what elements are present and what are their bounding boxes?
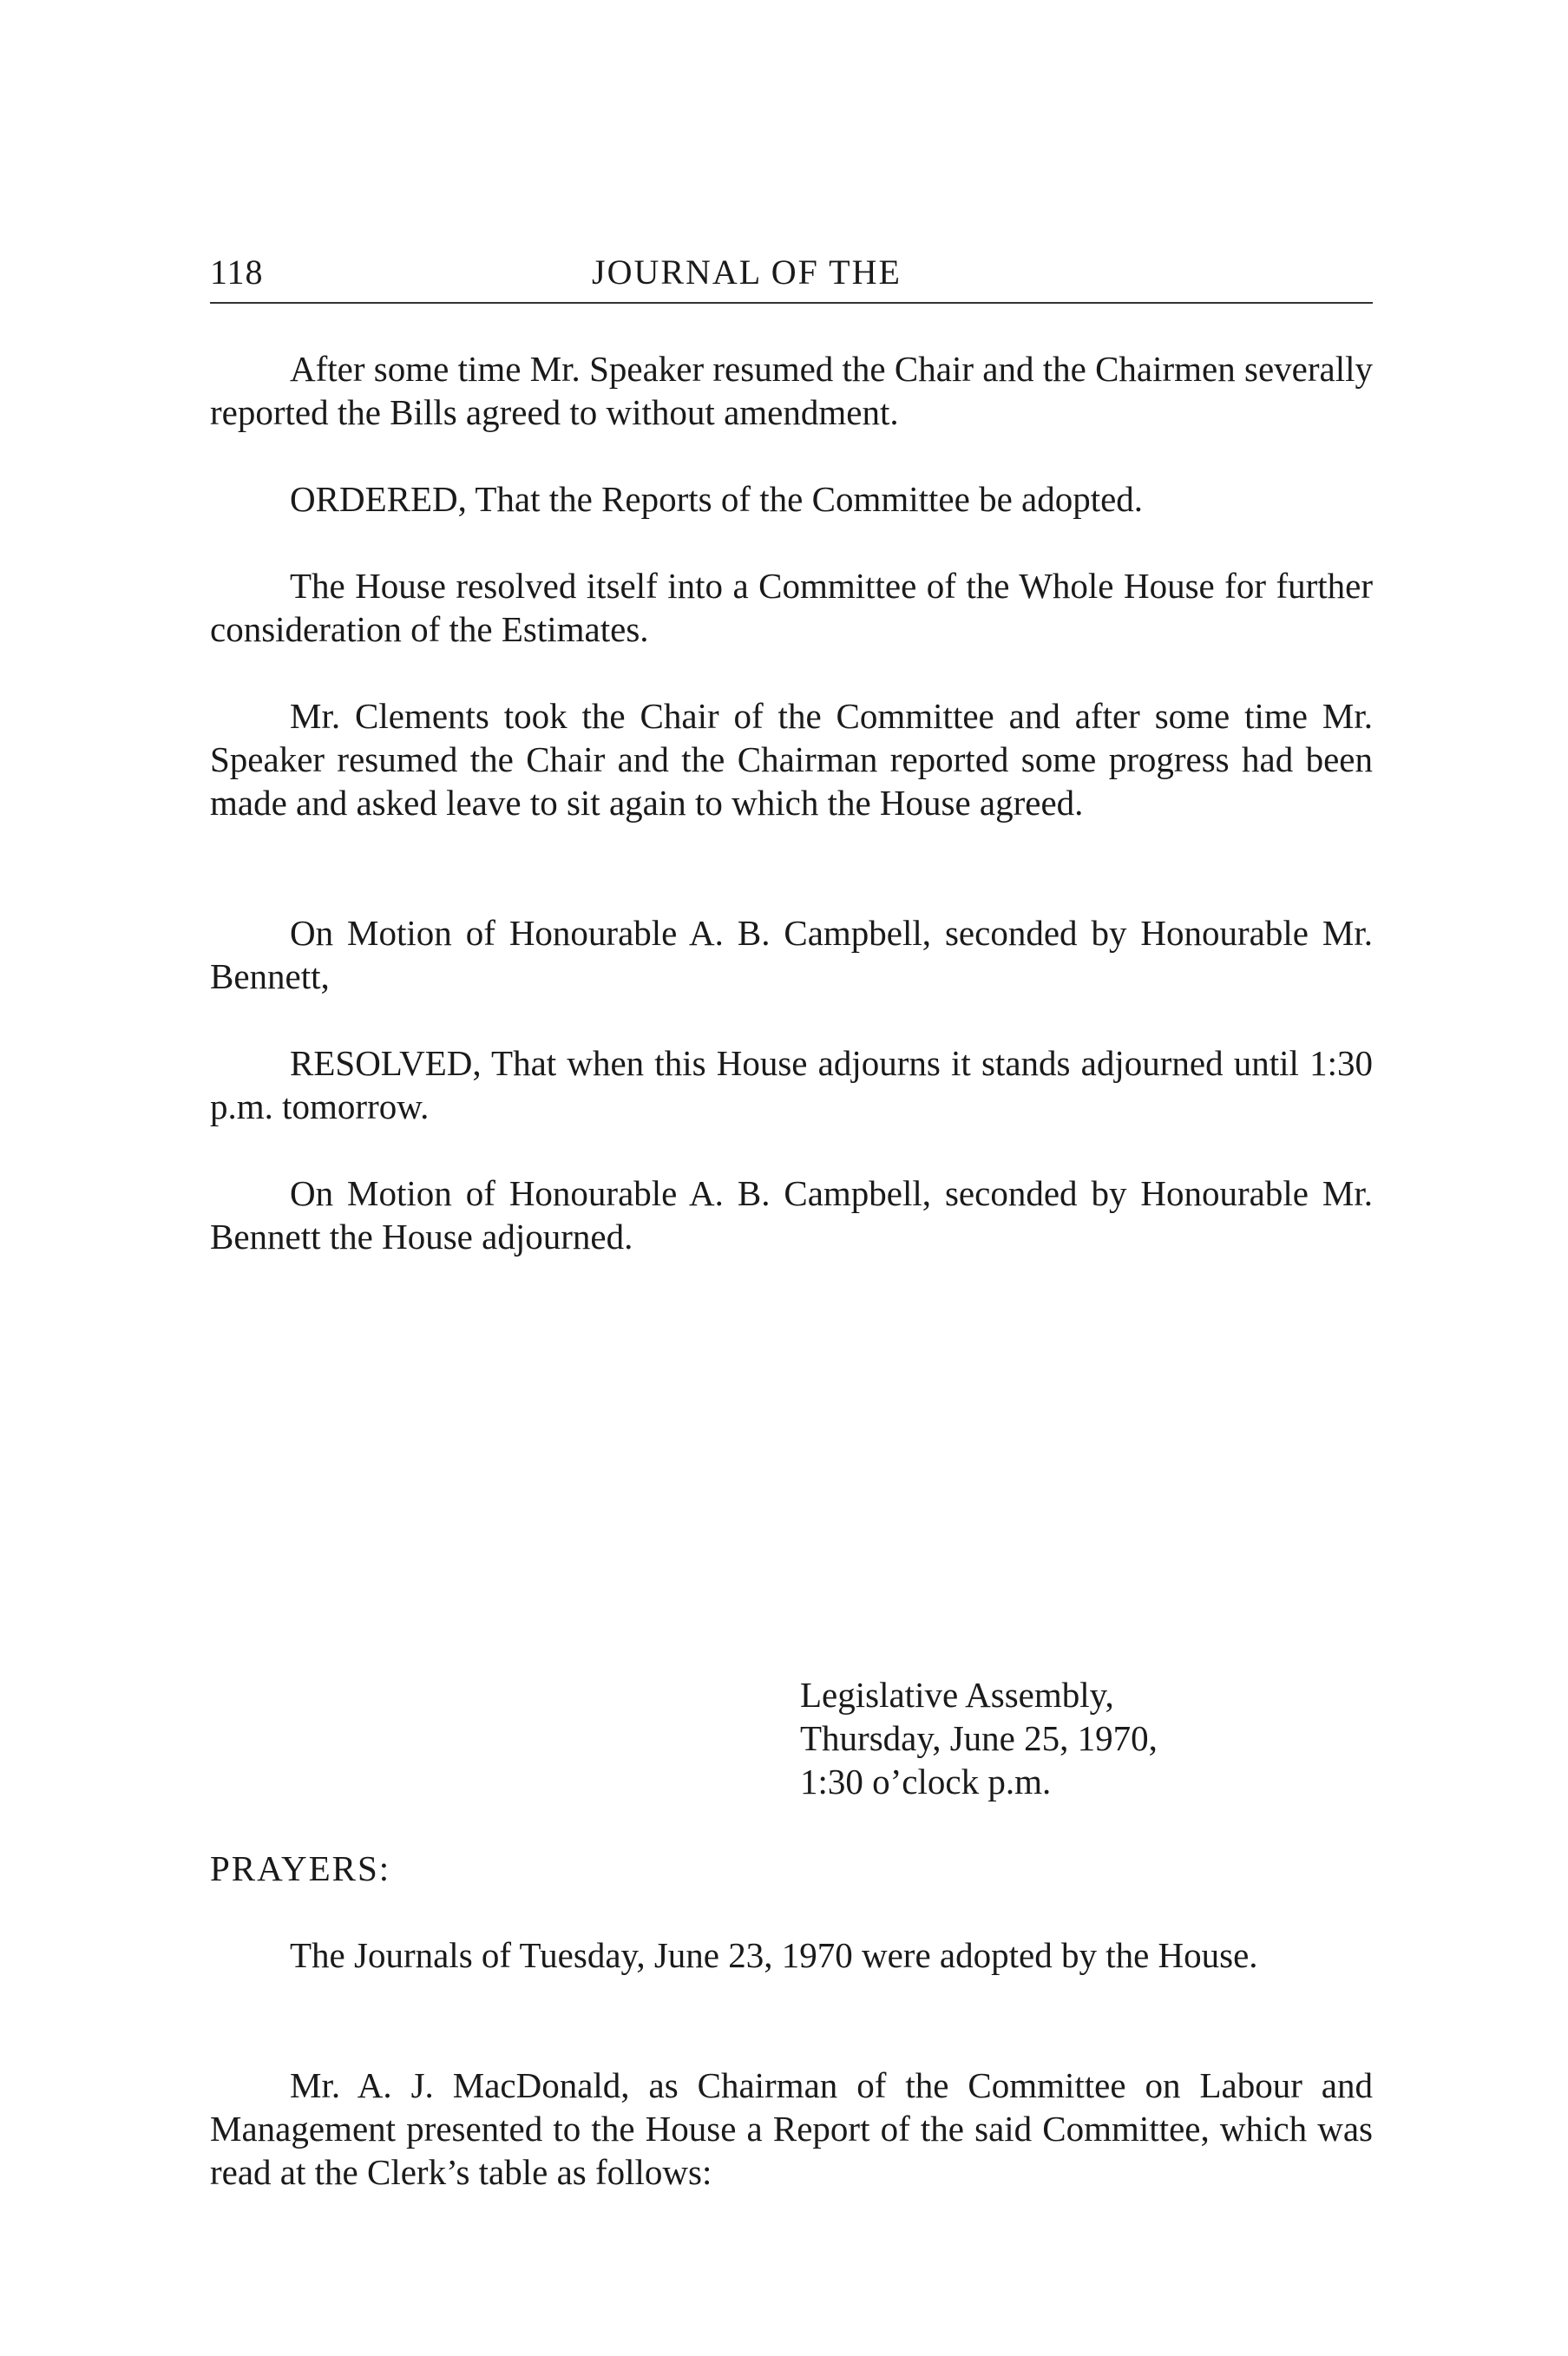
paragraph-chairmen-report: After some time Mr. Speaker resumed the Chair and the Chairmen severally reported the Bills agreed to without amendment. — [210, 349, 1373, 432]
paragraph-macdonald-report: Mr. A. J. MacDonald, as Chairman of the Committee on Labour and Management presented to the House a Report of the said Committee, which was read at the Clerk’s table as follows: — [210, 2065, 1373, 2192]
paragraph-journals-adopted: The Journals of Tuesday, June 23, 1970 were adopted by the House. — [290, 1935, 1258, 1975]
sitting-assembly: Legislative Assembly, — [800, 1675, 1114, 1715]
sitting-heading — [800, 1673, 1158, 1803]
paragraph-ordered: ORDERED, That the Reports of the Committee be adopted. — [290, 479, 1144, 519]
header-rule — [210, 302, 1373, 304]
paragraph-motion-campbell: On Motion of Honourable A. B. Campbell, seconded by Honourable Mr. Bennett, — [210, 913, 1373, 996]
running-title: JOURNAL OF THE — [592, 253, 902, 292]
sitting-date: Thursday, June 25, 1970, — [800, 1718, 1158, 1758]
journal-page — [210, 252, 1373, 2192]
running-head — [210, 252, 1373, 300]
paragraph-committee-of-whole: The House resolved itself into a Committee of the Whole House for further consideration of the Estimates. — [210, 566, 1373, 649]
sitting-time: 1:30 o’clock p.m. — [800, 1762, 1052, 1801]
page-number: 118 — [210, 253, 264, 292]
paragraph-house-adjourned: On Motion of Honourable A. B. Campbell, seconded by Honourable Mr. Bennett the House adjourned. — [210, 1173, 1373, 1257]
paragraph-clements-chair: Mr. Clements took the Chair of the Committee and after some time Mr. Speaker resumed the Chair and the Chairman reported some progress had been made and asked leave to sit again to which the House agreed. — [210, 696, 1373, 823]
prayers-heading: PRAYERS: — [210, 1848, 391, 1888]
paragraph-resolved-adjourn: RESOLVED, That when this House adjourns it stands adjourned until 1:30 p.m. tomorrow. — [210, 1043, 1373, 1126]
